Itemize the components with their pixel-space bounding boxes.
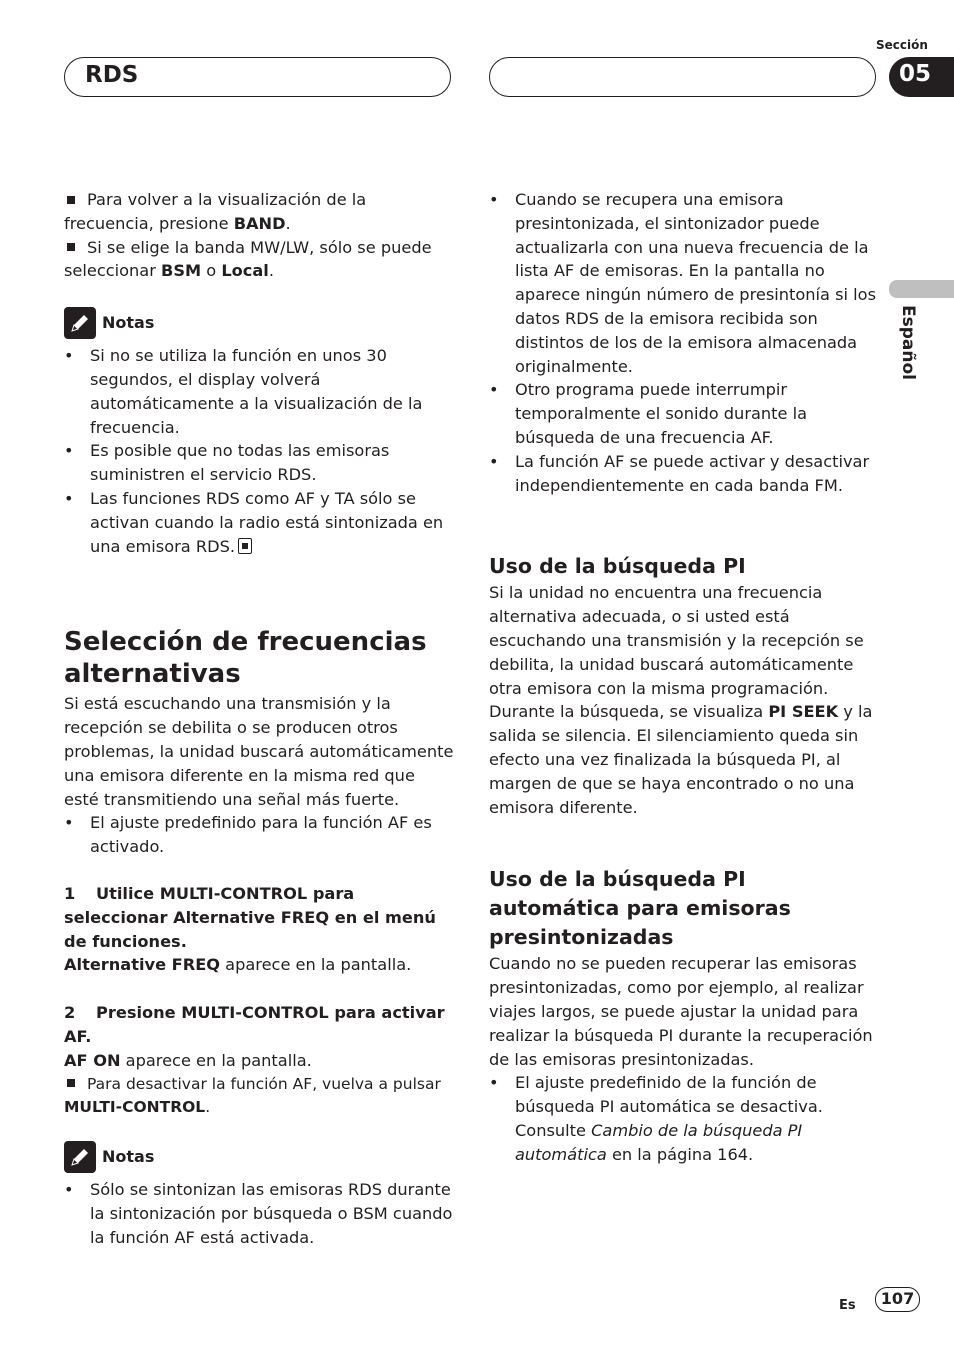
step-1: 1 Utilice MULTI-CONTROL para seleccionar Alternative FREQ en el menú de funciones.	[64, 883, 436, 951]
section-title-af: Selección de frecuencias alternativas	[64, 627, 427, 690]
header-title-frame	[64, 57, 451, 97]
step-2: 2 Presione MULTI-CONTROL para activar AF.	[64, 1003, 445, 1046]
section-title-pi: Uso de la búsqueda PI	[489, 554, 746, 579]
note-item: • Si no se utiliza la función en unos 30 segundos, el display volverá automáticamente a la visualización de la frecuencia.	[64, 344, 454, 439]
square-bullet-icon	[67, 196, 75, 204]
right-column	[489, 188, 879, 1167]
af-info-bullet: • La función AF se puede activar y desactivar independientemente en cada banda FM.	[489, 450, 879, 498]
af-default-bullet: • El ajuste predefinido para la función AF es activado.	[64, 811, 454, 859]
note-pencil-icon	[64, 1141, 96, 1173]
notes-heading: Notas	[64, 306, 454, 340]
section-number-badge	[889, 57, 954, 97]
step-1-result: Alternative FREQ aparece en la pantalla.	[64, 955, 412, 975]
left-top-bullet-1: Para volver a la visualización de la frecuencia, presione BAND.	[64, 190, 367, 233]
note-item: • Es posible que no todas las emisoras suministren el servicio RDS.	[64, 439, 454, 487]
section-title-pi-auto: Uso de la búsqueda PI automática para emisoras presintonizadas	[489, 867, 791, 950]
step-2-sub: Para desactivar la función AF, vuelva a pulsar MULTI-CONTROL.	[64, 1074, 441, 1117]
af-info-bullet: • Otro programa puede interrumpir temporalmente el sonido durante la búsqueda de una frecuencia AF.	[489, 378, 879, 449]
left-top-bullet-2: Si se elige la banda MW/LW, sólo se puede seleccionar BSM o Local.	[64, 237, 432, 281]
page-number: 107	[875, 1287, 920, 1312]
step-2-result: AF ON aparece en la pantalla.	[64, 1050, 312, 1070]
af-info-bullet: • Cuando se recupera una emisora presintonizada, el sintonizador puede actualizarla con una nueva frecuencia de la lista AF de emisoras. En la pantalla no aparece ningún número de presintonía si los datos RDS de la emisora recibida son distintos de los de la emisora almacenada originalmente.	[489, 188, 879, 378]
note-pencil-icon	[64, 307, 96, 339]
language-tab	[889, 280, 954, 298]
left-column	[64, 188, 454, 1250]
footer-language: Es	[839, 1298, 856, 1313]
notes-heading-2: Notas	[64, 1140, 454, 1174]
pi-auto-bullet: • El ajuste predefinido de la función de búsqueda PI automática se desactiva. Consulte Cambio de la búsqueda PI automática en la página 164.	[489, 1071, 879, 1166]
header-title: RDS	[85, 62, 139, 88]
section-body-pi-auto: Cuando no se pueden recuperar las emisoras presintonizadas, como por ejemplo, al realizar viajes largos, se puede ajustar la unidad para realizar la búsqueda PI durante la recuperación de las emisoras presintonizadas.	[489, 954, 873, 1069]
square-bullet-icon	[67, 1079, 75, 1087]
section-body-pi: Si la unidad no encuentra una frecuencia alternativa adecuada, o si usted está escuchando una transmisión y la recepción se debilita, la unidad buscará automáticamente otra emisora con la misma programación. Durante la búsqueda, se visualiza PI SEEK y la salida se silencia. El silenciamiento queda sin efecto una vez finalizada la búsqueda PI, al margen de que se haya encontrado o no una emisora diferente.	[489, 583, 873, 817]
header-empty-frame	[489, 57, 876, 97]
square-bullet-icon	[67, 243, 75, 251]
language-label: Español	[898, 305, 918, 380]
section-body-af: Si está escuchando una transmisión y la recepción se debilita o se producen otros problemas, la unidad buscará automáticamente una emisora diferente en la misma red que esté transmitiendo una señal más fuerte.	[64, 694, 454, 809]
note-item: • Las funciones RDS como AF y TA sólo se activan cuando la radio está sintonizada en una emisora RDS.	[64, 487, 454, 558]
end-mark-icon	[238, 538, 252, 554]
section-number: 05	[899, 61, 932, 87]
section-label: Sección	[876, 38, 928, 52]
note-item: • Sólo se sintonizan las emisoras RDS durante la sintonización por búsqueda o BSM cuando la función AF está activada.	[64, 1178, 454, 1249]
